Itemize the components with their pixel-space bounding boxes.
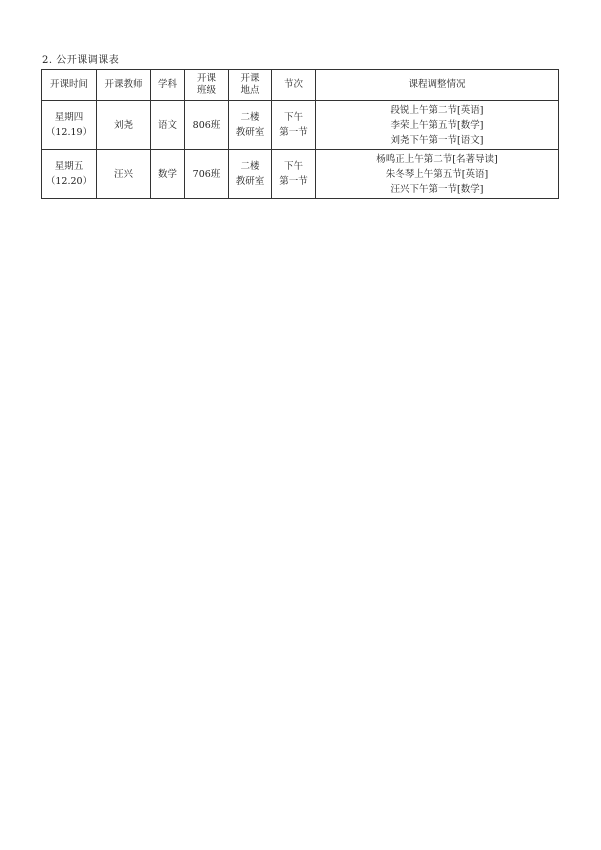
header-class: 开课 班级	[185, 70, 229, 101]
header-period: 节次	[272, 70, 316, 101]
header-location: 开课 地点	[229, 70, 272, 101]
cell-time: 星期四 （12.19）	[42, 101, 97, 150]
header-teacher: 开课教师	[97, 70, 151, 101]
cell-subject: 语文	[151, 101, 185, 150]
cell-time: 星期五 （12.20）	[42, 150, 97, 199]
cell-period: 下午 第一节	[272, 101, 316, 150]
cell-class: 706班	[185, 150, 229, 199]
header-time: 开课时间	[42, 70, 97, 101]
header-subject: 学科	[151, 70, 185, 101]
table-row	[42, 150, 559, 199]
cell-adjustments: 段锐上午第二节[英语] 李荣上午第五节[数学] 刘尧下午第一节[语文]	[316, 101, 559, 150]
cell-adjustments: 杨鸣正上午第二节[名著导读] 朱冬琴上午第五节[英语] 汪兴下午第一节[数学]	[316, 150, 559, 199]
cell-teacher: 刘尧	[97, 101, 151, 150]
cell-subject: 数学	[151, 150, 185, 199]
cell-location: 二楼 教研室	[229, 150, 272, 199]
cell-teacher: 汪兴	[97, 150, 151, 199]
section-title: 2. 公开课调课表	[42, 55, 120, 66]
cell-period: 下午 第一节	[272, 150, 316, 199]
cell-location: 二楼 教研室	[229, 101, 272, 150]
public-class-schedule-table	[41, 69, 559, 199]
table-header-row	[42, 70, 559, 101]
table-row	[42, 101, 559, 150]
cell-class: 806班	[185, 101, 229, 150]
header-adjustments: 课程调整情况	[316, 70, 559, 101]
